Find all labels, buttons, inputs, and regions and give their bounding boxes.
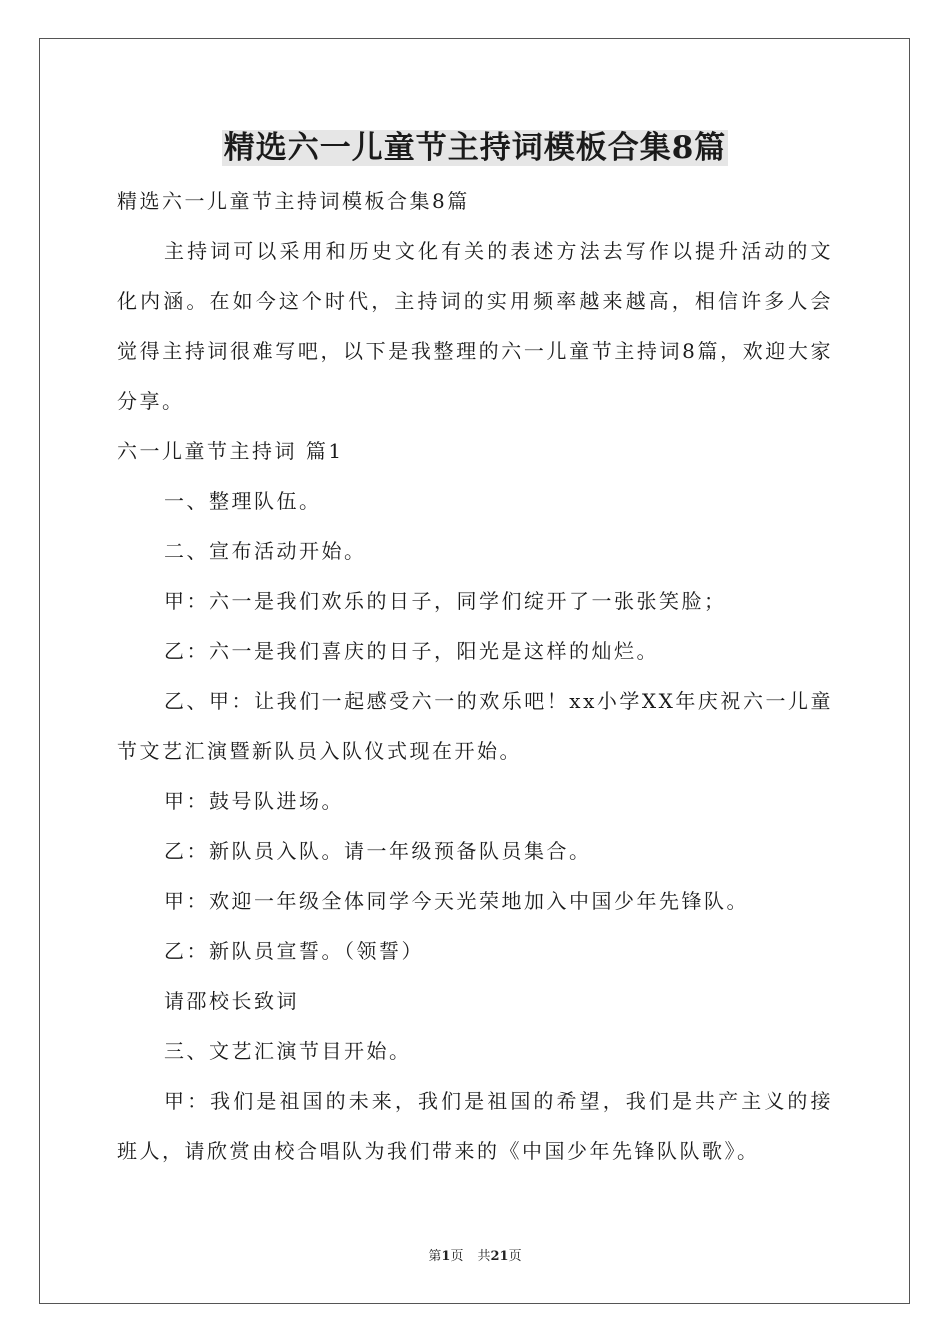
body-line: 二、宣布活动开始。 [164,539,367,563]
section-heading: 六一儿童节主持词 篇1 [117,439,344,463]
document-title [0,128,950,168]
page-label-prefix: 第 [428,1249,442,1264]
document-subtitle: 精选六一儿童节主持词模板合集8篇 [117,189,470,213]
body-line: 请邵校长致词 [164,989,299,1013]
body-line: 乙：新队员宣誓。（领誓） [164,939,424,963]
body-line: 乙：新队员入队。请一年级预备队员集合。 [164,839,592,863]
body-line: 乙：六一是我们喜庆的日子，阳光是这样的灿烂。 [164,639,659,663]
total-label-suffix: 页 [508,1249,522,1264]
document-title-text: 精选六一儿童节主持词模板合集8篇 [223,130,727,166]
body-paragraph: 甲：我们是祖国的未来，我们是祖国的希望，我们是共产主义的接班人，请欣赏由校合唱队为我们带来的《中国少年先锋队队歌》。 [117,1089,833,1163]
body-line: 一、整理队伍。 [164,489,322,513]
document-body [117,176,833,1176]
body-paragraph: 乙、甲：让我们一起感受六一的欢乐吧！xx小学XX年庆祝六一儿童节文艺汇演暨新队员入队仪式现在开始。 [117,689,833,763]
total-label-prefix: 共 [477,1249,491,1264]
body-line: 甲：鼓号队进场。 [164,789,344,813]
page-number: 1 [441,1249,451,1264]
intro-paragraph: 主持词可以采用和历史文化有关的表述方法去写作以提升活动的文化内涵。在如今这个时代，主持词的实用频率越来越高，相信许多人会觉得主持词很难写吧，以下是我整理的六一儿童节主持词8篇，欢迎大家分享。 [117,239,833,413]
total-pages: 21 [490,1249,509,1264]
body-line: 甲：欢迎一年级全体同学今天光荣地加入中国少年先锋队。 [164,889,749,913]
body-line: 甲：六一是我们欢乐的日子，同学们绽开了一张张笑脸； [164,589,727,613]
body-line: 三、文艺汇演节目开始。 [164,1039,412,1063]
page-footer [0,1247,950,1267]
page-label-suffix: 页 [450,1249,464,1264]
